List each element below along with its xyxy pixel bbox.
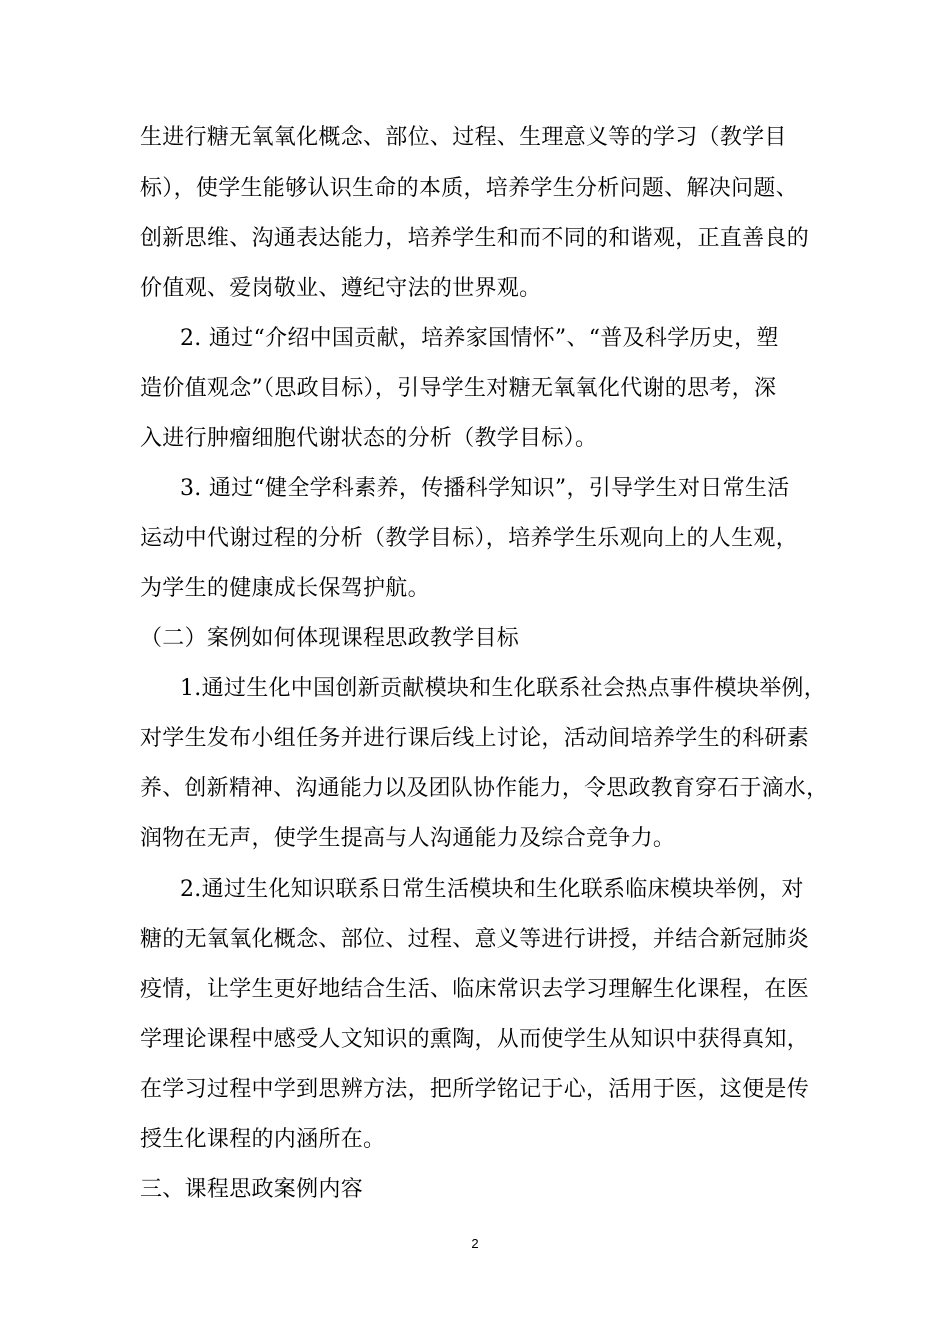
section-heading: 三、课程思政案例内容 — [140, 1177, 364, 1202]
text-line: 造价值观念”（思政目标），引导学生对糖无氧氧化代谢的思考，深 — [140, 376, 777, 401]
text-line: 疫情，让学生更好地结合生活、临床常识去学习理解生化课程，在医 — [140, 977, 810, 1002]
text-line: 运动中代谢过程的分析（教学目标），培养学生乐观向上的人生观， — [140, 526, 799, 551]
page-number: 2 — [471, 1236, 479, 1251]
text-line: 3. 通过“健全学科素养，传播科学知识”，引导学生对日常生活 — [180, 476, 790, 501]
text-line: 生进行糖无氧氧化概念、部位、过程、生理意义等的学习（教学目 — [140, 125, 787, 150]
text-line: 授生化课程的内涵所在。 — [140, 1127, 386, 1152]
text-line: 创新思维、沟通表达能力，培养学生和而不同的和谐观，正直善良的 — [140, 226, 810, 251]
text-line: 为学生的健康成长保驾护航。 — [140, 576, 430, 601]
text-line: 标），使学生能够认识生命的本质，培养学生分析问题、解决问题、 — [140, 176, 799, 201]
text-line: 1.通过生化中国创新贡献模块和生化联系社会热点事件模块举例， — [180, 676, 826, 701]
text-line: 价值观、爱岗敬业、遵纪守法的世界观。 — [140, 276, 542, 301]
section-heading: （二）案例如何体现课程思政教学目标 — [140, 626, 520, 651]
text-line: 糖的无氧氧化概念、部位、过程、意义等进行讲授，并结合新冠肺炎 — [140, 927, 810, 952]
text-line: 对学生发布小组任务并进行课后线上讨论，活动间培养学生的科研素 — [140, 726, 810, 751]
text-line: 润物在无声，使学生提高与人沟通能力及综合竞争力。 — [140, 826, 676, 851]
text-line: 入进行肿瘤细胞代谢状态的分析（教学目标）。 — [140, 426, 598, 451]
text-line: 养、创新精神、沟通能力以及团队协作能力，令思政教育穿石于滴水， — [140, 776, 829, 801]
text-line: 2.通过生化知识联系日常生活模块和生化联系临床模块举例，对 — [180, 877, 804, 902]
text-line: 2. 通过“介绍中国贡献，培养家国情怀”、“普及科学历史，塑 — [180, 326, 779, 351]
text-line: 学理论课程中感受人文知识的熏陶，从而使学生从知识中获得真知， — [140, 1027, 810, 1052]
text-line: 在学习过程中学到思辨方法，把所学铭记于心，活用于医，这便是传 — [140, 1077, 810, 1102]
